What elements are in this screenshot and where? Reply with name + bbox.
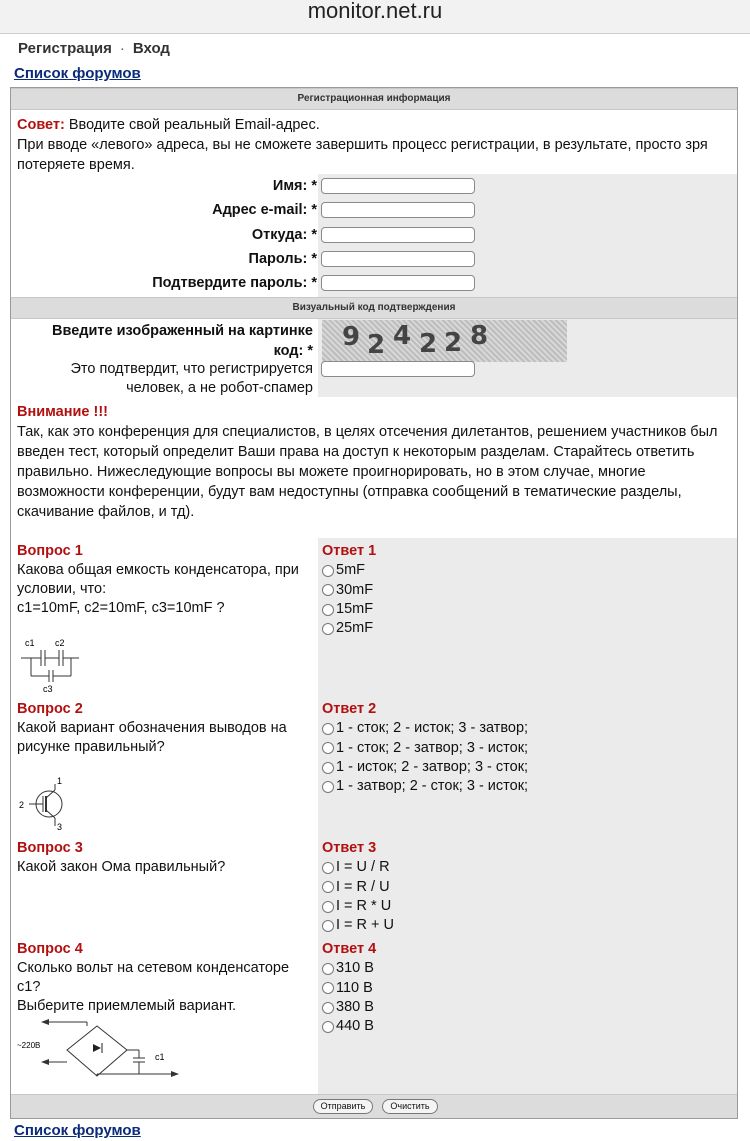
answer-1-title: Ответ 1 — [322, 543, 377, 559]
radio-button[interactable] — [322, 1002, 334, 1014]
radio-button[interactable] — [322, 963, 334, 975]
diagram-label-c1: c1 — [155, 1052, 165, 1062]
url-text: monitor.net.ru — [307, 0, 443, 23]
question-3-title: Вопрос 3 — [17, 840, 83, 856]
answer-option[interactable]: 1 - исток; 2 - затвор; 3 - сток; — [322, 758, 722, 777]
answer-option[interactable]: 310 В — [322, 959, 722, 978]
radio-button[interactable] — [322, 742, 334, 754]
tip-line2: При вводе «левого» адреса, вы не сможете завершить процесс регистрации, в результате, просто зря потеряете время. — [17, 137, 708, 173]
answer-option[interactable]: 25mF — [322, 619, 722, 638]
captcha-digit: 8 — [470, 321, 489, 351]
answer-3 — [322, 839, 722, 935]
captcha-digit: 2 — [444, 328, 463, 358]
answer-2 — [322, 700, 722, 796]
diagram-label-c1: c1 — [25, 638, 35, 648]
diagram-label-3: 3 — [57, 822, 63, 832]
transistor-diagram — [19, 774, 79, 832]
warning-title: Внимание !!! — [17, 404, 108, 420]
answer-option[interactable]: 1 - сток; 2 - исток; 3 - затвор; — [322, 719, 722, 738]
question-4-title: Вопрос 4 — [17, 941, 83, 957]
nav-separator: · — [119, 40, 125, 57]
captcha-image — [322, 320, 567, 362]
tip-label: Совет: — [17, 117, 65, 133]
radio-button[interactable] — [322, 901, 334, 913]
radio-button[interactable] — [322, 584, 334, 596]
answer-option[interactable]: 5mF — [322, 561, 722, 580]
confirm-password-input[interactable] — [321, 275, 475, 291]
rectifier-diagram — [17, 1014, 182, 1092]
registration-form — [10, 87, 738, 1119]
answer-option[interactable]: I = R + U — [322, 916, 722, 935]
answer-1 — [322, 542, 722, 638]
register-link[interactable]: Регистрация — [18, 40, 112, 57]
capacitor-diagram — [19, 636, 89, 694]
section-header-visual-code: Визуальный код подтверждения — [11, 297, 737, 319]
question-4-text: Выберите приемлемый вариант. — [17, 998, 237, 1014]
tip-block — [17, 115, 729, 175]
diagram-label-2: 2 — [19, 800, 25, 810]
radio-button[interactable] — [322, 565, 334, 577]
name-label: Имя: * — [272, 178, 317, 194]
captcha-label: Введите изображенный на картинке код: * — [52, 323, 313, 359]
warning-block — [17, 402, 731, 522]
answer-option[interactable]: I = U / R — [322, 858, 722, 877]
question-2-title: Вопрос 2 — [17, 701, 83, 717]
from-input[interactable] — [321, 227, 475, 243]
radio-button[interactable] — [322, 781, 334, 793]
radio-button[interactable] — [322, 723, 334, 735]
password-input[interactable] — [321, 251, 475, 267]
captcha-digit: 2 — [419, 329, 438, 359]
answer-4 — [322, 940, 722, 1036]
answer-option[interactable]: I = R * U — [322, 897, 722, 916]
name-input[interactable] — [321, 178, 475, 194]
answer-option[interactable]: 440 В — [322, 1017, 722, 1036]
radio-button[interactable] — [322, 862, 334, 874]
answer-option[interactable]: 380 В — [322, 998, 722, 1017]
answer-option[interactable]: 15mF — [322, 600, 722, 619]
captcha-input[interactable] — [321, 361, 475, 377]
warning-text: Так, как это конференция для специалистов, в целях отсечения дилетантов, решением участников был введен тест, который определит Ваши права на доступ к некоторым разделам. Старайтесь ответить правильно. Нижеследующие вопросы вы можете проигнорировать, но в этом случае, многие возможности конференции, будут вам недоступны (отправка сообщений в тематические разделы, скачивание файлов, и тд). — [17, 424, 718, 520]
captcha-digit: 2 — [367, 330, 386, 360]
question-2 — [17, 700, 313, 757]
question-3 — [17, 839, 313, 877]
radio-button[interactable] — [322, 881, 334, 893]
forum-list-link-top[interactable]: Список форумов — [14, 65, 141, 82]
reset-button[interactable]: Очистить — [382, 1099, 438, 1114]
radio-button[interactable] — [322, 920, 334, 932]
captcha-digit: 9 — [342, 322, 361, 352]
from-label: Откуда: * — [251, 227, 317, 243]
section-header-registration: Регистрационная информация — [11, 88, 737, 110]
radio-button[interactable] — [322, 762, 334, 774]
radio-button[interactable] — [322, 1021, 334, 1033]
question-1-text: Какова общая емкость конденсатора, при условии, что: — [17, 562, 299, 597]
forum-list-link-bottom[interactable]: Список форумов — [14, 1122, 141, 1139]
answer-3-title: Ответ 3 — [322, 840, 377, 856]
answer-option[interactable]: 1 - затвор; 2 - сток; 3 - исток; — [322, 777, 722, 796]
form-footer — [11, 1094, 737, 1118]
email-input[interactable] — [321, 202, 475, 218]
question-4 — [17, 940, 313, 1016]
answer-2-title: Ответ 2 — [322, 701, 377, 717]
submit-button[interactable]: Отправить — [313, 1099, 373, 1114]
answer-option[interactable]: 1 - сток; 2 - затвор; 3 - исток; — [322, 739, 722, 758]
captcha-hint: Это подтвердит, что регистрируется человек, а не робот-спамер — [70, 361, 313, 396]
answer-option[interactable]: 110 В — [322, 979, 722, 998]
question-1-text: c1=10mF, c2=10mF, c3=10mF ? — [17, 600, 225, 616]
tip-line1: Вводите свой реальный Email-адрес. — [64, 117, 320, 133]
question-2-text: Какой вариант обозначения выводов на рисунке правильный? — [17, 720, 287, 755]
answer-4-title: Ответ 4 — [322, 941, 377, 957]
url-bar[interactable] — [0, 0, 750, 34]
radio-button[interactable] — [322, 604, 334, 616]
answer-option[interactable]: I = R / U — [322, 878, 722, 897]
email-label: Адрес e-mail: * — [212, 202, 317, 218]
captcha-digit: 4 — [393, 321, 412, 351]
diagram-label-c2: c2 — [55, 638, 65, 648]
diagram-label-c3: c3 — [43, 684, 53, 694]
diagram-label-220v: ~220В — [17, 1041, 41, 1050]
diagram-label-1: 1 — [57, 776, 63, 786]
login-link[interactable]: Вход — [132, 40, 170, 57]
question-1-title: Вопрос 1 — [17, 543, 83, 559]
question-3-text: Какой закон Ома правильный? — [17, 859, 226, 875]
question-4-text: Сколько вольт на сетевом конденсаторе c1? — [17, 960, 290, 995]
radio-button[interactable] — [322, 982, 334, 994]
confirm-password-label: Подтвердите пароль: * — [152, 275, 317, 291]
top-nav — [18, 40, 170, 57]
answer-option[interactable]: 30mF — [322, 581, 722, 600]
radio-button[interactable] — [322, 623, 334, 635]
password-label: Пароль: * — [248, 251, 317, 267]
question-1 — [17, 542, 313, 618]
